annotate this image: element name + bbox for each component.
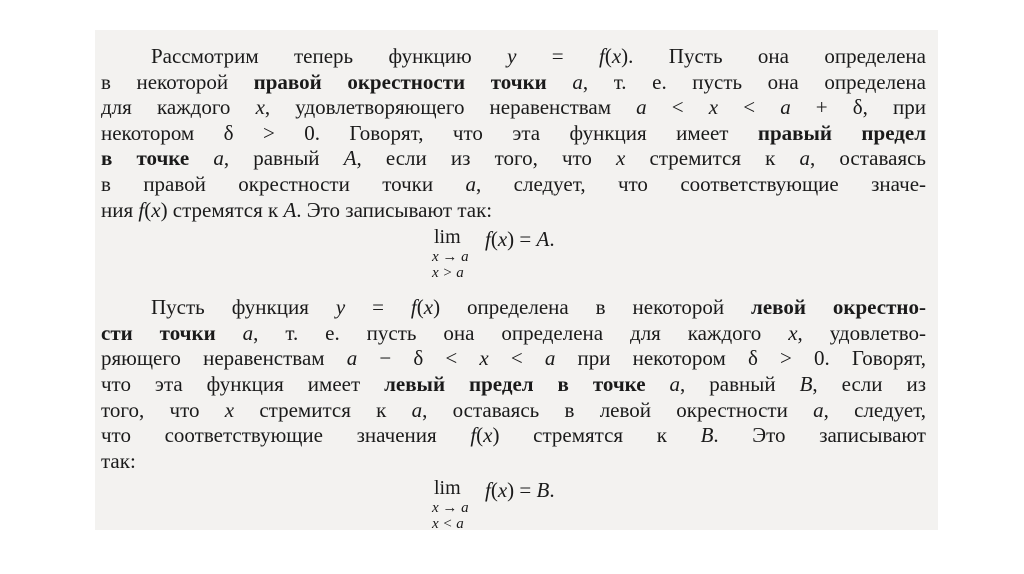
p2-line-5: того, что x стремится к a, оставаясь в левой окрестности a, следует, xyxy=(101,397,927,422)
text-body xyxy=(101,44,926,530)
p1-line-5: в точке a, равный A, если из того, что x стремится к a, оставаясь xyxy=(101,146,926,171)
p1-line-2: в некоторой правой окрестности точки a, т. е. пусть она определена xyxy=(101,69,926,94)
p1-line-6: в правой окрестности точки a, следует, что соответствующие значе- xyxy=(101,171,927,196)
formula-right-limit xyxy=(101,223,926,283)
p2-line-1: Пусть функция y = f(x) определена в некоторой левой окрестно- xyxy=(151,295,926,320)
p1-line-4: некотором δ > 0. Говорят, что эта функция имеет правый предел xyxy=(101,120,926,145)
lim-subscript-2: x > a xyxy=(432,265,464,282)
lim-operator: lim xyxy=(434,477,461,500)
lim-subscript-1: x → a xyxy=(432,500,469,517)
lim-subscript-2: x < a xyxy=(432,516,464,530)
p1-line-3: для каждого x, удовлетворяющего неравенствам a < x < a + δ, при xyxy=(101,95,927,120)
p2-line-6: что соответствующие значения f(x) стремятся к B. Это записывают xyxy=(101,423,926,448)
p2-line-7: так: xyxy=(101,448,136,473)
limit-expression: f(x) = B. xyxy=(485,478,555,503)
p2-line-3: ряющего неравенствам a − δ < x < a при некотором δ > 0. Говорят, xyxy=(101,346,926,371)
formula-left-limit xyxy=(101,474,926,530)
p2-line-2: сти точки a, т. е. пусть она определена для каждого x, удовлетво- xyxy=(101,320,926,345)
p1-line-7: ния f(x) стремятся к A. Это записывают так: xyxy=(101,197,493,222)
p1-line-1: Рассмотрим теперь функцию y = f(x). Пусть она определена xyxy=(151,44,926,68)
lim-operator: lim xyxy=(434,226,461,249)
limit-expression: f(x) = A. xyxy=(485,227,555,252)
textbook-page xyxy=(95,30,938,530)
lim-subscript-1: x → a xyxy=(432,249,469,266)
p2-line-4: что эта функция имеет левый предел в точке a, равный B, если из xyxy=(101,371,926,396)
